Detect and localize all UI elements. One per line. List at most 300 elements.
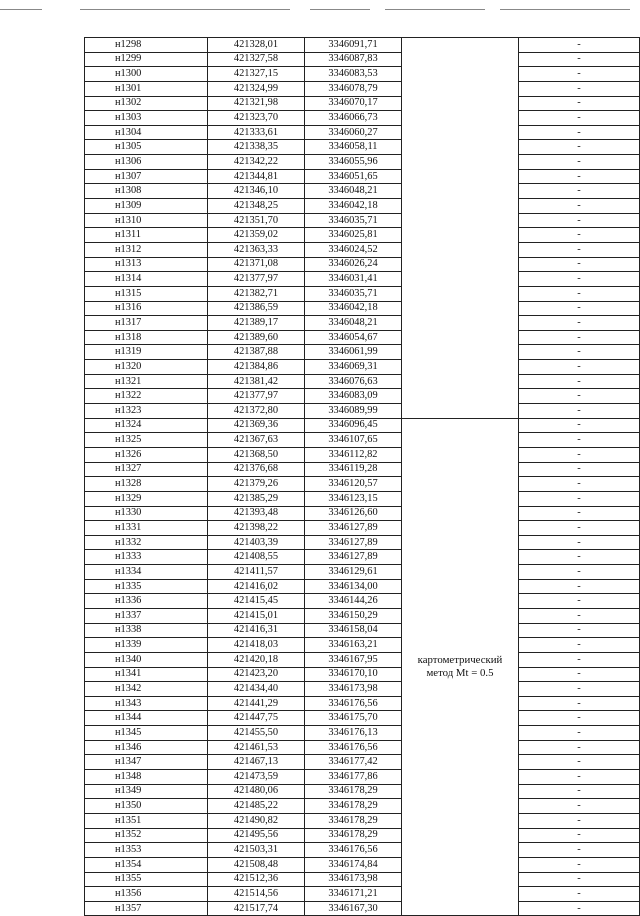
x-coordinate-cell: 421403,39	[208, 535, 305, 550]
note-dash-cell: -	[519, 711, 640, 726]
note-dash-cell: -	[519, 813, 640, 828]
x-coordinate-cell: 421415,45	[208, 594, 305, 609]
note-dash-cell: -	[519, 565, 640, 580]
table-row	[85, 301, 640, 316]
y-coordinate-cell: 3346025,81	[305, 228, 402, 243]
point-name-cell: н1354	[85, 857, 208, 872]
y-coordinate-cell: 3346048,21	[305, 184, 402, 199]
note-dash-cell: -	[519, 638, 640, 653]
coordinates-table-body	[85, 38, 640, 916]
y-coordinate-cell: 3346051,65	[305, 169, 402, 184]
y-coordinate-cell: 3346176,56	[305, 740, 402, 755]
point-name-cell: н1317	[85, 316, 208, 331]
point-name-cell: н1313	[85, 257, 208, 272]
point-name-cell: н1351	[85, 813, 208, 828]
note-dash-cell: -	[519, 345, 640, 360]
table-row	[85, 67, 640, 82]
x-coordinate-cell: 421423,20	[208, 667, 305, 682]
x-coordinate-cell: 421495,56	[208, 828, 305, 843]
note-dash-cell: -	[519, 257, 640, 272]
y-coordinate-cell: 3346089,99	[305, 404, 402, 419]
method-label-line1: картометрический	[417, 654, 503, 667]
x-coordinate-cell: 421420,18	[208, 652, 305, 667]
point-name-cell: н1355	[85, 872, 208, 887]
x-coordinate-cell: 421333,61	[208, 125, 305, 140]
y-coordinate-cell: 3346144,26	[305, 594, 402, 609]
point-name-cell: н1298	[85, 38, 208, 53]
x-coordinate-cell: 421324,99	[208, 81, 305, 96]
table-row	[85, 345, 640, 360]
y-coordinate-cell: 3346176,56	[305, 696, 402, 711]
x-coordinate-cell: 421372,80	[208, 404, 305, 419]
table-row	[85, 799, 640, 814]
x-coordinate-cell: 421416,31	[208, 623, 305, 638]
y-coordinate-cell: 3346173,98	[305, 682, 402, 697]
point-name-cell: н1328	[85, 477, 208, 492]
table-row	[85, 169, 640, 184]
table-row	[85, 433, 640, 448]
table-row	[85, 330, 640, 345]
note-dash-cell: -	[519, 535, 640, 550]
note-dash-cell: -	[519, 506, 640, 521]
point-name-cell: н1339	[85, 638, 208, 653]
table-row	[85, 535, 640, 550]
note-dash-cell: -	[519, 360, 640, 375]
scan-header-line	[310, 9, 370, 10]
x-coordinate-cell: 421485,22	[208, 799, 305, 814]
note-dash-cell: -	[519, 755, 640, 770]
y-coordinate-cell: 3346112,82	[305, 447, 402, 462]
y-coordinate-cell: 3346173,98	[305, 872, 402, 887]
x-coordinate-cell: 421512,36	[208, 872, 305, 887]
note-dash-cell: -	[519, 199, 640, 214]
note-dash-cell: -	[519, 125, 640, 140]
table-row	[85, 887, 640, 902]
table-row	[85, 652, 640, 667]
y-coordinate-cell: 3346035,71	[305, 213, 402, 228]
x-coordinate-cell: 421480,06	[208, 784, 305, 799]
y-coordinate-cell: 3346054,67	[305, 330, 402, 345]
table-row	[85, 52, 640, 67]
y-coordinate-cell: 3346070,17	[305, 96, 402, 111]
point-name-cell: н1330	[85, 506, 208, 521]
note-dash-cell: -	[519, 418, 640, 433]
point-name-cell: н1342	[85, 682, 208, 697]
y-coordinate-cell: 3346042,18	[305, 199, 402, 214]
scan-header-line	[0, 9, 42, 10]
y-coordinate-cell: 3346061,99	[305, 345, 402, 360]
x-coordinate-cell: 421367,63	[208, 433, 305, 448]
point-name-cell: н1329	[85, 491, 208, 506]
y-coordinate-cell: 3346177,86	[305, 770, 402, 785]
x-coordinate-cell: 421346,10	[208, 184, 305, 199]
x-coordinate-cell: 421385,29	[208, 491, 305, 506]
point-name-cell: н1312	[85, 242, 208, 257]
y-coordinate-cell: 3346176,56	[305, 843, 402, 858]
point-name-cell: н1340	[85, 652, 208, 667]
x-coordinate-cell: 421415,01	[208, 608, 305, 623]
note-dash-cell: -	[519, 389, 640, 404]
x-coordinate-cell: 421441,29	[208, 696, 305, 711]
y-coordinate-cell: 3346060,27	[305, 125, 402, 140]
table-row	[85, 286, 640, 301]
table-row	[85, 711, 640, 726]
point-name-cell: н1348	[85, 770, 208, 785]
y-coordinate-cell: 3346174,84	[305, 857, 402, 872]
y-coordinate-cell: 3346078,79	[305, 81, 402, 96]
x-coordinate-cell: 421467,13	[208, 755, 305, 770]
point-name-cell: н1335	[85, 579, 208, 594]
y-coordinate-cell: 3346126,60	[305, 506, 402, 521]
y-coordinate-cell: 3346087,83	[305, 52, 402, 67]
point-name-cell: н1321	[85, 374, 208, 389]
y-coordinate-cell: 3346176,13	[305, 726, 402, 741]
coordinates-table	[84, 37, 640, 916]
table-row	[85, 857, 640, 872]
table-row	[85, 828, 640, 843]
table-row	[85, 462, 640, 477]
point-name-cell: н1332	[85, 535, 208, 550]
point-name-cell: н1300	[85, 67, 208, 82]
point-name-cell: н1302	[85, 96, 208, 111]
y-coordinate-cell: 3346167,95	[305, 652, 402, 667]
table-row	[85, 521, 640, 536]
note-dash-cell: -	[519, 726, 640, 741]
y-coordinate-cell: 3346129,61	[305, 565, 402, 580]
y-coordinate-cell: 3346178,29	[305, 799, 402, 814]
x-coordinate-cell: 421389,17	[208, 316, 305, 331]
point-name-cell: н1331	[85, 521, 208, 536]
table-row	[85, 389, 640, 404]
table-row	[85, 770, 640, 785]
note-dash-cell: -	[519, 652, 640, 667]
y-coordinate-cell: 3346127,89	[305, 521, 402, 536]
note-dash-cell: -	[519, 286, 640, 301]
x-coordinate-cell: 421338,35	[208, 140, 305, 155]
note-dash-cell: -	[519, 477, 640, 492]
x-coordinate-cell: 421321,98	[208, 96, 305, 111]
y-coordinate-cell: 3346031,41	[305, 272, 402, 287]
point-name-cell: н1344	[85, 711, 208, 726]
point-name-cell: н1345	[85, 726, 208, 741]
x-coordinate-cell: 421447,75	[208, 711, 305, 726]
y-coordinate-cell: 3346024,52	[305, 242, 402, 257]
x-coordinate-cell: 421473,59	[208, 770, 305, 785]
table-row	[85, 813, 640, 828]
note-dash-cell: -	[519, 184, 640, 199]
table-row	[85, 272, 640, 287]
x-coordinate-cell: 421398,22	[208, 521, 305, 536]
x-coordinate-cell: 421381,42	[208, 374, 305, 389]
x-coordinate-cell: 421323,70	[208, 111, 305, 126]
x-coordinate-cell: 421327,15	[208, 67, 305, 82]
x-coordinate-cell: 421416,02	[208, 579, 305, 594]
table-row	[85, 199, 640, 214]
point-name-cell: н1316	[85, 301, 208, 316]
point-name-cell: н1315	[85, 286, 208, 301]
point-name-cell: н1338	[85, 623, 208, 638]
point-name-cell: н1349	[85, 784, 208, 799]
note-dash-cell: -	[519, 228, 640, 243]
note-dash-cell: -	[519, 872, 640, 887]
table-row	[85, 491, 640, 506]
note-dash-cell: -	[519, 242, 640, 257]
note-dash-cell: -	[519, 374, 640, 389]
table-row	[85, 418, 640, 433]
y-coordinate-cell: 3346175,70	[305, 711, 402, 726]
point-name-cell: н1343	[85, 696, 208, 711]
note-dash-cell: -	[519, 770, 640, 785]
note-dash-cell: -	[519, 316, 640, 331]
table-row	[85, 111, 640, 126]
x-coordinate-cell: 421377,97	[208, 389, 305, 404]
point-name-cell: н1320	[85, 360, 208, 375]
point-name-cell: н1326	[85, 447, 208, 462]
note-dash-cell: -	[519, 784, 640, 799]
point-name-cell: н1305	[85, 140, 208, 155]
note-dash-cell: -	[519, 67, 640, 82]
note-dash-cell: -	[519, 433, 640, 448]
note-dash-cell: -	[519, 272, 640, 287]
note-dash-cell: -	[519, 550, 640, 565]
x-coordinate-cell: 421386,59	[208, 301, 305, 316]
point-name-cell: н1310	[85, 213, 208, 228]
y-coordinate-cell: 3346150,29	[305, 608, 402, 623]
note-dash-cell: -	[519, 155, 640, 170]
y-coordinate-cell: 3346048,21	[305, 316, 402, 331]
table-row	[85, 901, 640, 916]
note-dash-cell: -	[519, 96, 640, 111]
point-name-cell: н1333	[85, 550, 208, 565]
point-name-cell: н1308	[85, 184, 208, 199]
y-coordinate-cell: 3346127,89	[305, 535, 402, 550]
note-dash-cell: -	[519, 169, 640, 184]
note-dash-cell: -	[519, 667, 640, 682]
y-coordinate-cell: 3346069,31	[305, 360, 402, 375]
point-name-cell: н1314	[85, 272, 208, 287]
table-row	[85, 228, 640, 243]
x-coordinate-cell: 421382,71	[208, 286, 305, 301]
table-row	[85, 565, 640, 580]
x-coordinate-cell: 421368,50	[208, 447, 305, 462]
y-coordinate-cell: 3346091,71	[305, 38, 402, 53]
point-name-cell: н1346	[85, 740, 208, 755]
note-dash-cell: -	[519, 140, 640, 155]
table-row	[85, 257, 640, 272]
note-dash-cell: -	[519, 462, 640, 477]
y-coordinate-cell: 3346167,30	[305, 901, 402, 916]
y-coordinate-cell: 3346171,21	[305, 887, 402, 902]
table-row	[85, 594, 640, 609]
x-coordinate-cell: 421411,57	[208, 565, 305, 580]
table-row	[85, 96, 640, 111]
table-row	[85, 608, 640, 623]
point-name-cell: н1309	[85, 199, 208, 214]
table-row	[85, 404, 640, 419]
table-row	[85, 506, 640, 521]
x-coordinate-cell: 421327,58	[208, 52, 305, 67]
x-coordinate-cell: 421434,40	[208, 682, 305, 697]
x-coordinate-cell: 421363,33	[208, 242, 305, 257]
x-coordinate-cell: 421379,26	[208, 477, 305, 492]
note-dash-cell: -	[519, 682, 640, 697]
y-coordinate-cell: 3346170,10	[305, 667, 402, 682]
table-row	[85, 638, 640, 653]
note-dash-cell: -	[519, 404, 640, 419]
point-name-cell: н1318	[85, 330, 208, 345]
point-name-cell: н1352	[85, 828, 208, 843]
point-name-cell: н1311	[85, 228, 208, 243]
note-dash-cell: -	[519, 213, 640, 228]
table-row	[85, 213, 640, 228]
y-coordinate-cell: 3346119,28	[305, 462, 402, 477]
point-name-cell: н1303	[85, 111, 208, 126]
x-coordinate-cell: 421384,86	[208, 360, 305, 375]
x-coordinate-cell: 421418,03	[208, 638, 305, 653]
x-coordinate-cell: 421348,25	[208, 199, 305, 214]
note-dash-cell: -	[519, 828, 640, 843]
method-label-line2: метод Mt = 0.5	[426, 667, 494, 680]
x-coordinate-cell: 421369,36	[208, 418, 305, 433]
table-row	[85, 550, 640, 565]
note-dash-cell: -	[519, 81, 640, 96]
method-cell-empty	[402, 38, 519, 419]
x-coordinate-cell: 421508,48	[208, 857, 305, 872]
point-name-cell: н1356	[85, 887, 208, 902]
y-coordinate-cell: 3346177,42	[305, 755, 402, 770]
note-dash-cell: -	[519, 594, 640, 609]
scan-header-line	[500, 9, 630, 10]
table-row	[85, 81, 640, 96]
note-dash-cell: -	[519, 491, 640, 506]
note-dash-cell: -	[519, 623, 640, 638]
table-row	[85, 184, 640, 199]
table-row	[85, 667, 640, 682]
table-row	[85, 755, 640, 770]
point-name-cell: н1347	[85, 755, 208, 770]
note-dash-cell: -	[519, 330, 640, 345]
point-name-cell: н1350	[85, 799, 208, 814]
x-coordinate-cell: 421387,88	[208, 345, 305, 360]
y-coordinate-cell: 3346178,29	[305, 813, 402, 828]
y-coordinate-cell: 3346055,96	[305, 155, 402, 170]
table-row	[85, 623, 640, 638]
y-coordinate-cell: 3346083,09	[305, 389, 402, 404]
y-coordinate-cell: 3346123,15	[305, 491, 402, 506]
note-dash-cell: -	[519, 843, 640, 858]
note-dash-cell: -	[519, 696, 640, 711]
note-dash-cell: -	[519, 447, 640, 462]
x-coordinate-cell: 421408,55	[208, 550, 305, 565]
y-coordinate-cell: 3346066,73	[305, 111, 402, 126]
point-name-cell: н1299	[85, 52, 208, 67]
table-row	[85, 579, 640, 594]
y-coordinate-cell: 3346178,29	[305, 828, 402, 843]
method-cell	[402, 418, 519, 916]
point-name-cell: н1319	[85, 345, 208, 360]
table-row	[85, 360, 640, 375]
note-dash-cell: -	[519, 38, 640, 53]
y-coordinate-cell: 3346158,04	[305, 623, 402, 638]
x-coordinate-cell: 421371,08	[208, 257, 305, 272]
x-coordinate-cell: 421328,01	[208, 38, 305, 53]
point-name-cell: н1327	[85, 462, 208, 477]
x-coordinate-cell: 421377,97	[208, 272, 305, 287]
table-row	[85, 140, 640, 155]
y-coordinate-cell: 3346163,21	[305, 638, 402, 653]
x-coordinate-cell: 421461,53	[208, 740, 305, 755]
x-coordinate-cell: 421359,02	[208, 228, 305, 243]
note-dash-cell: -	[519, 608, 640, 623]
x-coordinate-cell: 421517,74	[208, 901, 305, 916]
x-coordinate-cell: 421389,60	[208, 330, 305, 345]
y-coordinate-cell: 3346127,89	[305, 550, 402, 565]
y-coordinate-cell: 3346042,18	[305, 301, 402, 316]
point-name-cell: н1322	[85, 389, 208, 404]
table-row	[85, 740, 640, 755]
table-row	[85, 125, 640, 140]
note-dash-cell: -	[519, 301, 640, 316]
x-coordinate-cell: 421344,81	[208, 169, 305, 184]
table-row	[85, 784, 640, 799]
scan-header-line	[80, 9, 290, 10]
note-dash-cell: -	[519, 901, 640, 916]
table-row	[85, 696, 640, 711]
y-coordinate-cell: 3346134,00	[305, 579, 402, 594]
x-coordinate-cell: 421514,56	[208, 887, 305, 902]
note-dash-cell: -	[519, 111, 640, 126]
table-row	[85, 374, 640, 389]
point-name-cell: н1337	[85, 608, 208, 623]
note-dash-cell: -	[519, 52, 640, 67]
table-row	[85, 682, 640, 697]
table-row	[85, 477, 640, 492]
point-name-cell: н1357	[85, 901, 208, 916]
note-dash-cell: -	[519, 857, 640, 872]
y-coordinate-cell: 3346076,63	[305, 374, 402, 389]
table-row	[85, 843, 640, 858]
x-coordinate-cell: 421351,70	[208, 213, 305, 228]
table-row	[85, 316, 640, 331]
x-coordinate-cell: 421490,82	[208, 813, 305, 828]
y-coordinate-cell: 3346178,29	[305, 784, 402, 799]
y-coordinate-cell: 3346083,53	[305, 67, 402, 82]
y-coordinate-cell: 3346096,45	[305, 418, 402, 433]
note-dash-cell: -	[519, 799, 640, 814]
point-name-cell: н1301	[85, 81, 208, 96]
point-name-cell: н1323	[85, 404, 208, 419]
point-name-cell: н1324	[85, 418, 208, 433]
point-name-cell: н1307	[85, 169, 208, 184]
table-row	[85, 726, 640, 741]
y-coordinate-cell: 3346120,57	[305, 477, 402, 492]
y-coordinate-cell: 3346026,24	[305, 257, 402, 272]
x-coordinate-cell: 421342,22	[208, 155, 305, 170]
note-dash-cell: -	[519, 579, 640, 594]
point-name-cell: н1306	[85, 155, 208, 170]
y-coordinate-cell: 3346035,71	[305, 286, 402, 301]
y-coordinate-cell: 3346107,65	[305, 433, 402, 448]
y-coordinate-cell: 3346058,11	[305, 140, 402, 155]
point-name-cell: н1336	[85, 594, 208, 609]
note-dash-cell: -	[519, 521, 640, 536]
table-row	[85, 155, 640, 170]
x-coordinate-cell: 421376,68	[208, 462, 305, 477]
x-coordinate-cell: 421503,31	[208, 843, 305, 858]
point-name-cell: н1341	[85, 667, 208, 682]
point-name-cell: н1353	[85, 843, 208, 858]
table-row	[85, 242, 640, 257]
